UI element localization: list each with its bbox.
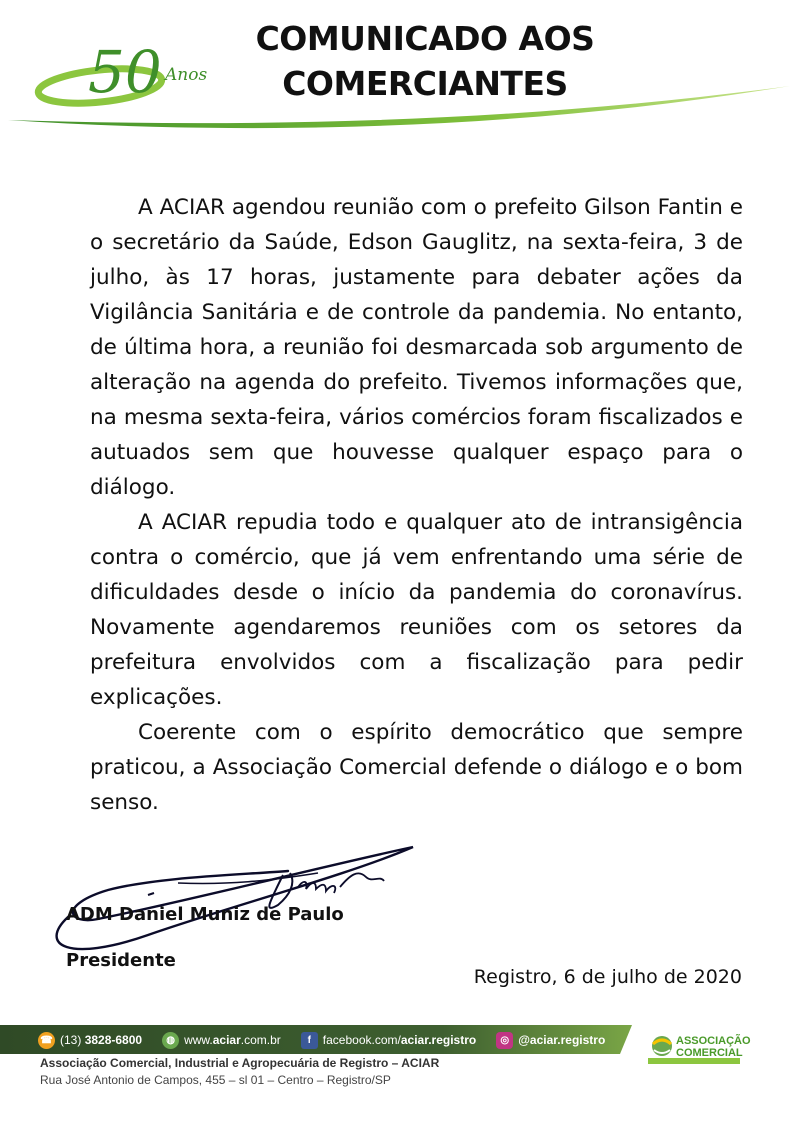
communique-body [90,190,743,820]
footer-phone[interactable] [38,1032,142,1049]
associacao-comercial-logo [648,1028,751,1066]
assoc-logo-line1: ASSOCIAÇÃO [676,1035,751,1047]
paragraph-1: A ACIAR agendou reunião com o prefeito Gilson Fantin e o secretário da Saúde, Edson Gauglitz, na sexta-feira, 3 de julho, às 17 horas, justamente para debater ações da Vigilância Sanitária e de controle da pandemia. No entanto, de última hora, a reunião foi desmarcada sob argumento de alteração na agenda do prefeito. Tivemos informações que, na mesma sexta-feira, vários comércios foram fiscalizados e autuados sem que houvesse qualquer espaço para o diálogo. [90,195,743,500]
logo-word: Anos [165,65,208,85]
handwritten-signature [28,835,428,955]
website-domain: aciar [212,1033,241,1047]
phone-prefix: (13) [60,1033,85,1047]
signer-name: ADM Daniel Muniz de Paulo [66,904,344,925]
instagram-handle: @aciar.registro [518,1033,606,1047]
paragraph-3: Coerente com o espírito democrático que sempre praticou, a Associação Comercial defende o diálogo e o bom senso. [90,720,743,815]
footer-contacts [38,1028,619,1052]
org-name: Associação Comercial, Industrial e Agropecuária de Registro – ACIAR [40,1056,440,1070]
website-prefix: www. [184,1033,213,1047]
facebook-icon: f [301,1032,318,1049]
paragraph-2: A ACIAR repudia todo e qualquer ato de intransigência contra o comércio, que já vem enfrentando uma série de dificuldades desde o início da pandemia do coronavírus. Novamente agendaremos reuniões com os setores da prefeitura envolvidos com a fiscalização para pedir explicações. [90,510,743,710]
title-line-2: COMERCIANTES [282,64,568,103]
globe-icon: ◍ [162,1032,179,1049]
phone-icon: ☎ [38,1032,55,1049]
phone-number: 3828-6800 [84,1033,143,1047]
instagram-icon: ◎ [496,1032,513,1049]
org-address: Rua José Antonio de Campos, 455 – sl 01 – Centro – Registro/SP [40,1073,391,1087]
footer-website[interactable] [162,1032,281,1049]
header-swoosh [0,78,794,138]
place-date: Registro, 6 de julho de 2020 [473,966,742,988]
footer-facebook[interactable] [301,1032,476,1049]
logo-number: 50 [88,38,162,106]
signer-role: Presidente [66,950,176,971]
facebook-prefix: facebook.com/ [322,1033,401,1047]
footer-instagram[interactable] [496,1032,605,1049]
assoc-logo-line2: COMERCIAL [676,1047,743,1059]
title-line-1: COMUNICADO AOS [255,19,595,58]
website-suffix: .com.br [240,1033,281,1047]
facebook-handle: aciar.registro [400,1033,477,1047]
